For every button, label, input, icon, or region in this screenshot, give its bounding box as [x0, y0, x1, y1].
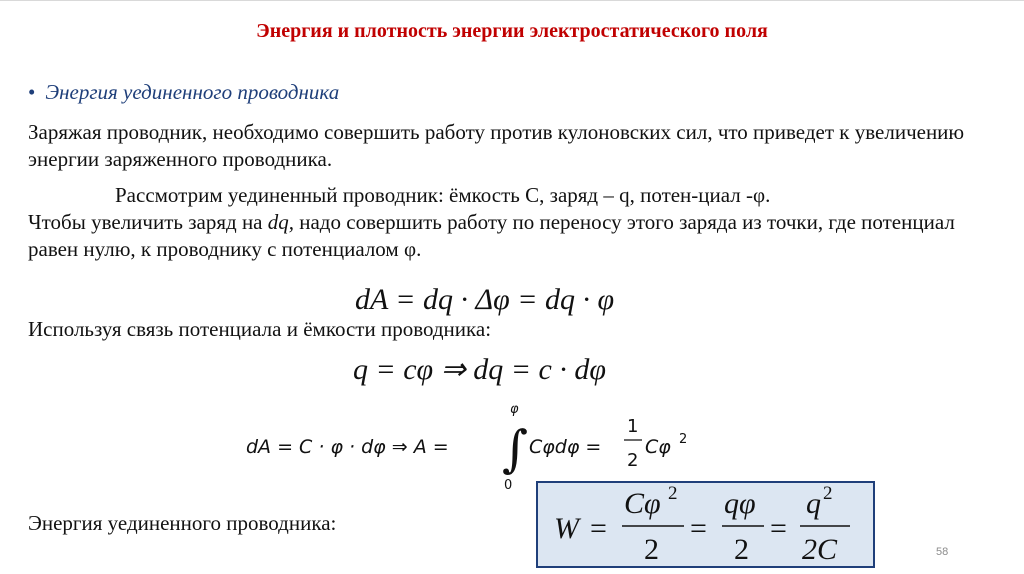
equation-2: q = cφ ⇒ dq = c · dφ — [353, 353, 606, 386]
equation-1: dA = dq · Δφ = dq · φ — [355, 283, 615, 316]
energy-f1-num-exp: 2 — [668, 483, 678, 504]
energy-formula-box — [536, 481, 875, 568]
energy-eq-1: = — [590, 512, 607, 545]
energy-eq-2: = — [690, 512, 707, 545]
equation-3-integrand: Cφdφ = — [529, 436, 602, 458]
energy-eq-3: = — [770, 512, 787, 545]
paragraph-2-rest-a: Чтобы увеличить заряд на — [28, 210, 268, 234]
paragraph-2-rest-b: надо совершить работу по переносу этого заряда из точки, где потенциал равен нулю, к проводнику с потенциалом φ. — [28, 210, 955, 261]
energy-formula — [538, 483, 873, 566]
energy-f3-num-exp: 2 — [823, 483, 833, 504]
energy-w: W — [554, 512, 579, 545]
energy-f1-num: Cφ — [624, 487, 661, 520]
paragraph-3: Используя связь потенциала и ёмкости проводника: — [28, 317, 492, 341]
bullet-icon: • — [28, 80, 36, 104]
equation-3-left: dA = C · φ · dφ ⇒ A = — [246, 436, 449, 458]
paragraph-2-dq: dq, — [267, 210, 294, 234]
energy-f3-den: 2C — [802, 533, 838, 566]
energy-f3-num: q — [806, 487, 821, 520]
paragraph-4: Энергия уединенного проводника: — [28, 511, 337, 535]
energy-f2-num: qφ — [724, 487, 756, 520]
equation-3-tail: Cφ — [645, 436, 671, 458]
integral-upper-limit: φ — [510, 402, 519, 417]
paragraph-2-line-1: Рассмотрим уединенный проводник: ёмкость С, заряд – q, потен-циал -φ. — [115, 183, 771, 207]
bullet-heading: Энергия уединенного проводника — [45, 80, 340, 104]
equation-3-frac-den: 2 — [627, 450, 639, 471]
energy-f2-den: 2 — [734, 533, 749, 566]
energy-f1-den: 2 — [644, 533, 659, 566]
integral-lower-limit: 0 — [504, 478, 513, 493]
slide-title: Энергия и плотность энергии электростатического поля — [256, 20, 768, 42]
equation-3-tail-exp: 2 — [679, 432, 688, 447]
paragraph-1: Заряжая проводник, необходимо совершить работу против кулоновских сил, что приведет к увеличению энергии заряженного проводника. — [28, 120, 965, 171]
equation-3-frac-num: 1 — [627, 416, 639, 437]
integral-sign: ∫ — [502, 420, 529, 478]
page-number: 58 — [936, 546, 949, 558]
